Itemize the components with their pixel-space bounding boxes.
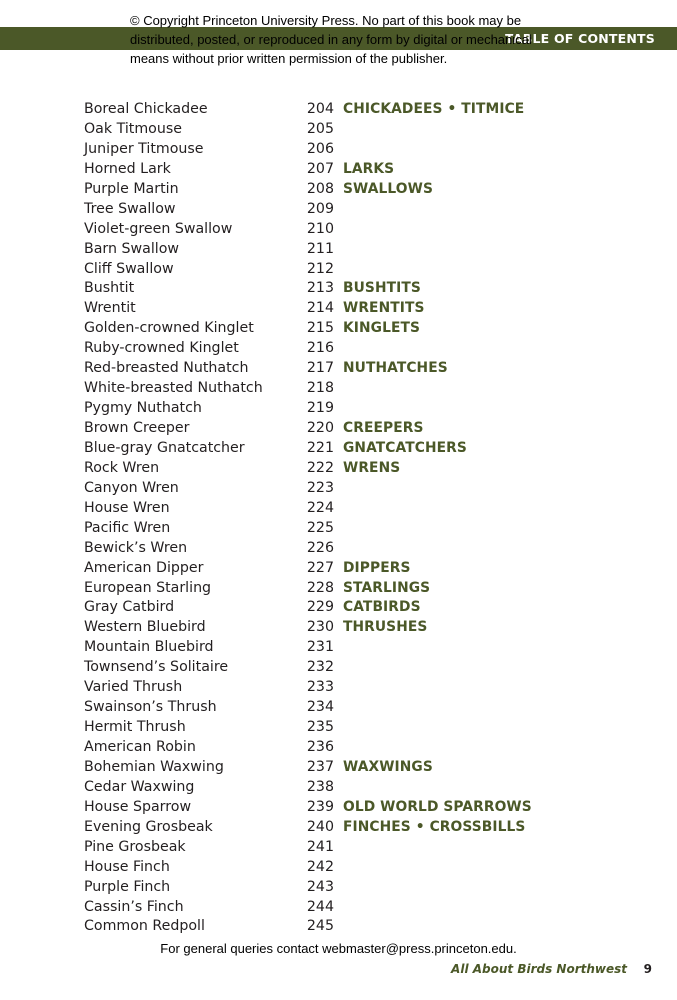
toc-row	[0, 478, 677, 498]
toc-row	[0, 378, 677, 398]
species-name: European Starling	[84, 579, 212, 596]
toc-row	[0, 318, 677, 338]
page-ref: 220	[306, 420, 334, 436]
page-ref: 244	[306, 898, 334, 915]
page-ref: 204	[306, 101, 334, 117]
toc-row	[0, 558, 677, 578]
page-ref: 233	[306, 679, 334, 696]
page-ref: 245	[306, 918, 334, 935]
toc-row	[0, 737, 677, 757]
copyright-line: distributed, posted, or reproduced in any form by digital or mechanical	[130, 32, 532, 47]
toc-row	[0, 298, 677, 318]
species-name: Pacific Wren	[84, 519, 171, 536]
species-name: Purple Finch	[84, 878, 171, 895]
toc-row	[0, 418, 677, 438]
family-heading: WRENTITS	[343, 300, 425, 317]
page-ref: 205	[306, 120, 334, 137]
page-ref: 222	[306, 459, 334, 476]
page-ref: 229	[306, 599, 334, 616]
species-name: American Robin	[84, 739, 196, 755]
page-ref: 225	[306, 519, 334, 536]
page-ref: 212	[306, 260, 334, 277]
species-name: Swainson’s Thrush	[84, 699, 217, 716]
page-ref: 224	[306, 499, 334, 516]
page-ref: 211	[306, 240, 334, 257]
toc-row	[0, 498, 677, 518]
species-name: Mountain Bluebird	[84, 639, 214, 656]
family-heading: NUTHATCHES	[343, 360, 448, 377]
species-name: Varied Thrush	[84, 679, 183, 696]
page-ref: 243	[306, 878, 334, 895]
toc-row	[0, 837, 677, 857]
species-name: Western Bluebird	[84, 619, 206, 636]
copyright-line: means without prior written permission of the publisher.	[130, 51, 448, 66]
toc-row	[0, 857, 677, 877]
family-heading: GNATCATCHERS	[343, 439, 467, 456]
species-name: Wrentit	[84, 300, 136, 317]
toc-row	[0, 278, 677, 298]
page-ref: 236	[306, 739, 334, 755]
species-name: House Sparrow	[84, 798, 192, 815]
species-name: Bewick’s Wren	[84, 539, 188, 556]
species-name: Boreal Chickadee	[84, 101, 208, 117]
species-name: Violet-green Swallow	[84, 220, 233, 237]
toc-row	[0, 637, 677, 657]
species-name: Ruby-crowned Kinglet	[84, 340, 239, 357]
family-heading: CREEPERS	[343, 420, 424, 436]
species-name: Barn Swallow	[84, 240, 179, 257]
toc-row	[0, 458, 677, 478]
page-ref: 215	[306, 320, 334, 337]
family-heading: KINGLETS	[343, 320, 421, 337]
family-heading: WRENS	[343, 459, 401, 476]
toc-row	[0, 199, 677, 219]
species-name: Horned Lark	[84, 160, 171, 177]
toc-row	[0, 697, 677, 717]
toc-row	[0, 916, 677, 936]
toc-row	[0, 139, 677, 159]
family-heading: BUSHTITS	[343, 280, 421, 297]
species-name: Bushtit	[84, 280, 135, 297]
species-name: Townsend’s Solitaire	[84, 659, 229, 676]
toc-row	[0, 578, 677, 598]
page-ref: 241	[306, 838, 334, 855]
toc-row	[0, 219, 677, 239]
toc-row	[0, 597, 677, 617]
family-heading: THRUSHES	[343, 619, 428, 636]
species-name: Hermit Thrush	[84, 719, 186, 736]
page-ref: 242	[306, 858, 334, 875]
page-ref: 223	[306, 479, 334, 496]
toc-row	[0, 338, 677, 358]
species-name: Pygmy Nuthatch	[84, 400, 202, 417]
page-ref: 219	[306, 400, 334, 417]
page-ref: 221	[306, 439, 334, 456]
family-heading: WAXWINGS	[343, 758, 433, 775]
toc-row	[0, 777, 677, 797]
page-ref: 230	[306, 619, 334, 636]
species-name: Golden-crowned Kinglet	[84, 320, 254, 337]
species-name: Cliff Swallow	[84, 260, 174, 277]
toc-row	[0, 538, 677, 558]
page-ref: 206	[306, 140, 334, 157]
page-ref: 216	[306, 340, 334, 357]
toc-row	[0, 159, 677, 179]
page-ref: 237	[306, 758, 334, 775]
page-number: 9	[643, 962, 652, 976]
species-name: American Dipper	[84, 559, 204, 576]
family-heading: FINCHES • CROSSBILLS	[343, 818, 526, 835]
page-ref: 235	[306, 719, 334, 736]
toc-row	[0, 677, 677, 697]
species-name: Canyon Wren	[84, 479, 179, 496]
species-name: Evening Grosbeak	[84, 818, 213, 835]
species-name: Red-breasted Nuthatch	[84, 360, 249, 377]
toc-row	[0, 358, 677, 378]
species-name: Cedar Waxwing	[84, 778, 195, 795]
species-name: Tree Swallow	[84, 200, 176, 217]
species-name: Bohemian Waxwing	[84, 758, 224, 775]
toc-row	[0, 518, 677, 538]
toc-row	[0, 239, 677, 259]
family-heading: SWALLOWS	[343, 180, 433, 197]
page-ref: 214	[306, 300, 334, 317]
species-name: Common Redpoll	[84, 918, 205, 935]
toc-row	[0, 119, 677, 139]
toc-row	[0, 259, 677, 279]
species-name: Cassin’s Finch	[84, 898, 184, 915]
toc-row	[0, 817, 677, 837]
species-name: House Wren	[84, 499, 170, 516]
toc-row	[0, 797, 677, 817]
species-name: Blue-gray Gnatcatcher	[84, 439, 245, 456]
page-ref: 239	[306, 798, 334, 815]
toc-row	[0, 99, 677, 119]
toc-row	[0, 438, 677, 458]
species-name: Pine Grosbeak	[84, 838, 186, 855]
toc-row	[0, 617, 677, 637]
species-name: Purple Martin	[84, 180, 179, 197]
copyright-notice	[130, 11, 550, 68]
copyright-line: © Copyright Princeton University Press. No part of this book may be	[130, 13, 522, 28]
toc-row	[0, 877, 677, 897]
family-heading: OLD WORLD SPARROWS	[343, 798, 532, 815]
table-of-contents	[0, 99, 677, 936]
species-name: Gray Catbird	[84, 599, 175, 616]
species-name: Oak Titmouse	[84, 120, 182, 137]
page-ref: 226	[306, 539, 334, 556]
section-title: TABLE OF CONTENTS	[505, 31, 655, 46]
toc-row	[0, 717, 677, 737]
page-ref: 234	[306, 699, 334, 716]
page-ref: 207	[306, 160, 334, 177]
page-ref: 227	[306, 559, 334, 576]
species-name: House Finch	[84, 858, 170, 875]
page-ref: 240	[306, 818, 334, 835]
page-ref: 232	[306, 659, 334, 676]
species-name: Juniper Titmouse	[84, 140, 204, 157]
family-heading: STARLINGS	[343, 579, 431, 596]
page-ref: 218	[306, 380, 334, 397]
species-name: Brown Creeper	[84, 420, 190, 436]
page-ref: 210	[306, 220, 334, 237]
toc-row	[0, 179, 677, 199]
species-name: Rock Wren	[84, 459, 160, 476]
family-heading: LARKS	[343, 160, 395, 177]
running-title: All About Birds Northwest	[451, 962, 627, 976]
page-ref: 238	[306, 778, 334, 795]
family-heading: CATBIRDS	[343, 599, 421, 616]
species-name: White-breasted Nuthatch	[84, 380, 263, 397]
page-ref: 228	[306, 579, 334, 596]
family-heading: CHICKADEES • TITMICE	[343, 101, 525, 117]
toc-row	[0, 897, 677, 917]
page-ref: 208	[306, 180, 334, 197]
page-ref: 217	[306, 360, 334, 377]
contact-note: For general queries contact webmaster@press.princeton.edu.	[160, 941, 517, 956]
page-ref: 213	[306, 280, 334, 297]
toc-row	[0, 757, 677, 777]
toc-row	[0, 398, 677, 418]
family-heading: DIPPERS	[343, 559, 411, 576]
page-ref: 209	[306, 200, 334, 217]
page-ref: 231	[306, 639, 334, 656]
toc-row	[0, 657, 677, 677]
